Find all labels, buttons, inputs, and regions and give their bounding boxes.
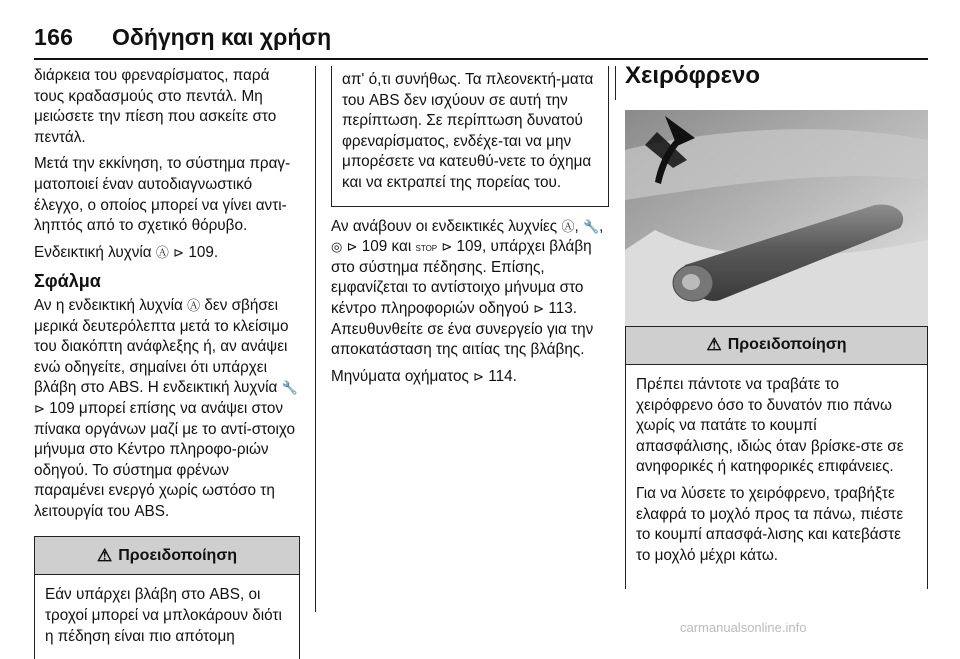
abs-icon: Ⓐ (561, 218, 575, 234)
wrench-icon: 🔧 (582, 218, 600, 234)
warning-text: απ' ό,τι συνήθως. Τα πλεονεκτή-ματα του ABS δεν ισχύουν σε αυτή την περίπτωση. Σε περίπτωση δυνατού φρεναρίσματος, ενδέχε-ται να μην μπορέσετε να κατευθύ-νετε το όχημα και να εκτραπεί της πορείας του. (342, 71, 594, 191)
page-header (0, 0, 960, 62)
brake-icon: ◎ (331, 239, 343, 255)
column-3 (625, 62, 928, 89)
text: δεν σβήσει μερικά δευτερόλεπτα μετά το κλείσιμο του διακόπτη ανάφλεξης ή, αν ανάψει ενώ οδηγείτε, σημαίνει ότι υπάρχει βλάβη στο ABS. Η ενδεικτική λυχνία (34, 296, 289, 397)
warning-icon: ⚠ (96, 545, 113, 565)
ref-arrow-icon: ⊳ (533, 300, 545, 316)
release-button-cap (682, 274, 700, 290)
text: , (574, 217, 583, 235)
ref-arrow-icon: ⊳ (441, 239, 453, 255)
text: 109, υπάρχει βλάβη στο σύστημα πέδησης. Επίσης, εμφανίζεται το αντίστοιχο μήνυμα στο κέντρο πληροφοριών οδηγού (331, 238, 592, 317)
page-title: Οδήγηση και χρήση (112, 24, 332, 50)
text: 109 και (357, 238, 416, 256)
text: Μηνύματα οχήματος (331, 367, 474, 385)
warning-text: Εάν υπάρχει βλάβη στο ABS, οι τροχοί μπορεί να μπλοκάρουν διότι η πέδηση είναι πιο απότομη (45, 586, 282, 645)
text: Ενδεικτική λυχνία (34, 243, 156, 261)
ref-arrow-icon: ⊳ (34, 400, 45, 416)
watermark: carmanualsonline.info (680, 620, 807, 635)
text: Αν η ενδεικτική λυχνία (34, 296, 188, 314)
warning-body (332, 66, 608, 206)
warning-title: Προειδοποίηση (727, 336, 847, 354)
column-divider (315, 66, 316, 612)
ref-arrow-icon: ⊳ (473, 368, 484, 384)
warning-title: Προειδοποίηση (118, 546, 238, 564)
warning-box-continued (331, 66, 609, 207)
warning-text: Για να λύσετε το χειρόφρενο, τραβήξτε ελαφρά το μοχλό προς τα πάνω, πιέστε το κουμπί απασφά-λισης και κατεβάστε το μοχλό μέχρι κάτω. (636, 484, 904, 564)
ref-arrow-icon: ⊳ (346, 239, 358, 255)
column-divider (615, 66, 616, 100)
warning-body (626, 365, 927, 578)
section-heading: Σφάλμα (34, 271, 101, 292)
page-number: 166 (34, 24, 74, 50)
abs-icon: Ⓐ (187, 297, 201, 313)
section-heading: Χειρόφρενο (625, 62, 760, 89)
page-ref[interactable]: 109. (184, 243, 219, 261)
paragraph: διάρκεια του φρεναρίσματος, παρά τους κραδασμούς στο πεντάλ. Μη μειώσετε την πίεση που ασκείτε στο πεντάλ. (34, 67, 277, 146)
paragraph: Μετά την εκκίνηση, το σύστημα πραγ-ματοποιεί έναν αυτοδιαγνωστικό έλεγχο, ο οποίος μπορεί να γίνει αντι-ληπτός από το σχετικό θόρυβο. (34, 155, 291, 235)
warning-header (626, 327, 927, 365)
paragraph (331, 367, 609, 388)
paragraph (34, 243, 300, 264)
warning-box (34, 536, 300, 659)
paragraph (34, 296, 300, 523)
warning-header (35, 537, 299, 575)
handbrake-illustration (625, 110, 928, 328)
wrench-icon: 🔧 (281, 380, 298, 396)
text: Αν ανάβουν οι ενδεικτικές λυχνίες (331, 217, 562, 235)
abs-icon: Ⓐ (155, 244, 169, 260)
page-ref[interactable]: 114. (484, 367, 517, 385)
text: , (599, 217, 604, 235)
warning-icon: ⚠ (706, 335, 722, 355)
column-2 (331, 66, 609, 393)
text: 109 μπορεί επίσης να ανάψει στον πίνακα οργάνων μαζί με το αντί-στοιχο μήνυμα στο Κέντρο πληροφο-ριών οδηγού. Το σύστημα φρένων παραμένει ενεργό χωρίς ωστόσο τη λειτουργία του ABS. (34, 399, 296, 520)
warning-box (625, 326, 928, 589)
paragraph (331, 217, 609, 361)
column-1 (34, 66, 300, 659)
warning-body (35, 575, 299, 659)
ref-arrow-icon: ⊳ (173, 244, 185, 260)
stop-icon: STOP (415, 244, 438, 254)
text: 113. Απευθυνθείτε σε ένα συνεργείο για την αποκατάσταση της αιτίας της βλάβης. (331, 299, 594, 359)
column-3-warning (625, 326, 928, 589)
warning-text: Πρέπει πάντοτε να τραβάτε το χειρόφρενο όσο το δυνατόν πιο πάνω χωρίς να πατάτε το κουμπί απασφάλισης, ιδιώς όταν βρίσκε-στε σε ανηφορικές ή κατηφορικές επιφάνειες. (636, 376, 904, 476)
header-rule (34, 58, 928, 60)
